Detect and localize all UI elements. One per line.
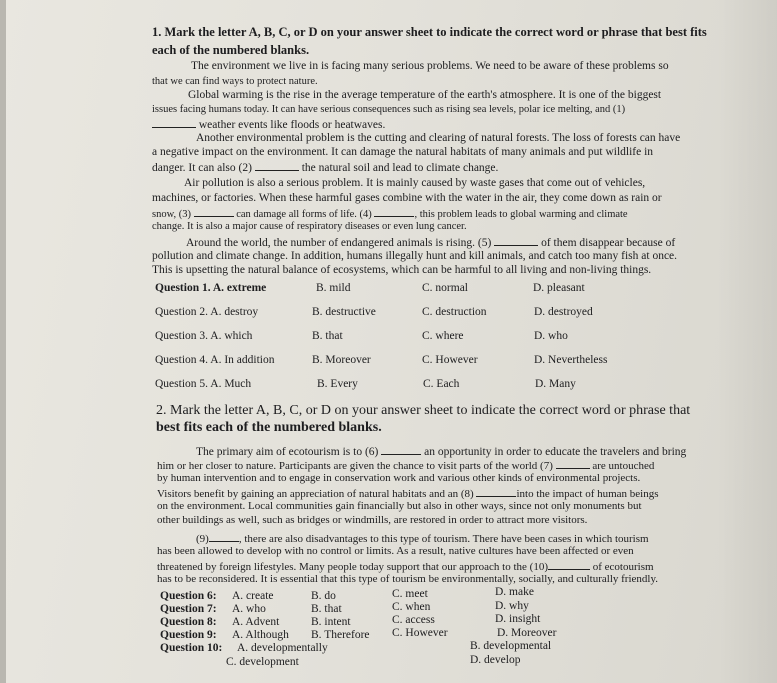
q5-option-b[interactable]: B. Every (317, 378, 358, 390)
s1-p1-line1: The environment we live in is facing many serious problems. We need to be aware of these problems so (191, 60, 669, 72)
s1-p4-line3-a: snow, (3) (152, 209, 191, 220)
q5-label: Question 5. A. Much (155, 378, 252, 390)
s1-p3-line1: Another environmental problem is the cutting and clearing of natural forests. The loss of forests can have (196, 132, 681, 144)
s2-p1-line2-b: are untouched (592, 460, 655, 472)
blank-1 (152, 117, 196, 128)
s1-p3-line3-b: the natural soil and lead to climate change. (301, 162, 499, 174)
q1-label: Question 1. A. extreme (155, 282, 267, 294)
s2-p2-line3-a: threatened by foreign lifestyles. Many people today support that our approach to the (10) (157, 561, 548, 573)
s1-p5-line1 (186, 235, 675, 250)
s1-p5-line3: This is upsetting the natural balance of ecosystems, which can be harmful to all living and non-living things. (152, 264, 652, 276)
section2-heading-line2: best fits each of the numbered blanks. (156, 420, 382, 435)
q9-option-d[interactable]: D. Moreover (497, 627, 557, 639)
section2-heading-line1: 2. Mark the letter A, B, C, or D on your answer sheet to indicate the correct word or phrase that (156, 403, 691, 418)
s2-p1-line1-a: The primary aim of ecotourism is to (6) (196, 446, 379, 458)
q3-option-c[interactable]: C. where (422, 330, 464, 342)
q4-option-c[interactable]: C. However (422, 354, 478, 366)
s2-p1-line2 (157, 458, 654, 473)
q4-label: Question 4. A. In addition (155, 354, 275, 366)
s2-p1-line4-b: into the impact of human beings (516, 488, 659, 500)
q3-label: Question 3. A. which (155, 330, 253, 342)
s2-p1-line2-a: him or her closer to nature. Participants are given the chance to visit parts of the world (7) (157, 460, 553, 472)
q9-label: Question 9: (160, 629, 217, 641)
q8-option-d[interactable]: D. insight (495, 613, 541, 625)
s2-p1-line5: on the environment. Local communities gain financially but also in other ways, since not only monuments but (157, 500, 642, 512)
s1-p2-line1: Global warming is the rise in the average temperature of the earth's atmosphere. It is one of the biggest (188, 89, 662, 101)
s2-p2-line3 (157, 559, 654, 574)
s1-p5-line2: pollution and climate change. In addition, humans illegally hunt and kill animals, and catch too many fish at once. (152, 250, 678, 262)
q6-option-d[interactable]: D. make (495, 586, 534, 598)
q9-option-a[interactable]: A. Although (232, 629, 289, 641)
q1-option-c[interactable]: C. normal (422, 282, 468, 294)
s1-p4-line1: Air pollution is also a serious problem. It is mainly caused by waste gases that come out of vehicles, (184, 177, 646, 189)
q6-label: Question 6: (160, 590, 217, 602)
q8-label: Question 8: (160, 616, 217, 628)
s1-p2-line2: issues facing humans today. It can have serious consequences such as rising sea levels, polar ice melting, and (1) (152, 104, 626, 115)
s1-p5-line1-b: of them disappear because of (541, 237, 676, 249)
q6-option-a[interactable]: A. create (232, 590, 274, 602)
blank-8 (476, 486, 516, 497)
s2-p2-line2: has been allowed to develop with no control or limits. As a result, native cultures have been affected or even (157, 545, 634, 557)
page-shadow (717, 0, 777, 683)
q10-option-d[interactable]: D. develop (470, 654, 521, 666)
q4-option-d[interactable]: D. Nevertheless (534, 354, 608, 366)
q9-option-c[interactable]: C. However (392, 627, 448, 639)
s2-p2-line4: has to be reconsidered. It is essential that this type of tourism be environmentally, socially, and culturally friendly. (157, 573, 658, 585)
s1-p4-line3 (152, 206, 628, 221)
q7-option-a[interactable]: A. who (232, 603, 266, 615)
section1-heading-line1: 1. Mark the letter A, B, C, or D on your answer sheet to indicate the correct word or phrase that best fits (152, 25, 707, 39)
s2-p2-line1-b: , there are also disadvantages to this type of tourism. There have been cases in which tourism (238, 533, 649, 545)
q8-option-b[interactable]: B. intent (311, 616, 351, 628)
q2-option-b[interactable]: B. destructive (312, 306, 376, 318)
s2-p2-line1-a: (9) (196, 533, 209, 545)
q10-option-b[interactable]: B. developmental (470, 640, 552, 652)
s2-p2-line3-b: of ecotourism (592, 561, 654, 573)
blank-4 (374, 206, 414, 217)
q3-option-d[interactable]: D. who (534, 330, 568, 342)
q7-option-b[interactable]: B. that (311, 603, 342, 615)
q2-option-d[interactable]: D. destroyed (534, 306, 593, 318)
q7-option-c[interactable]: C. when (392, 601, 431, 613)
q10-option-c[interactable]: C. development (226, 656, 299, 668)
s1-p3-line2: a negative impact on the environment. It can damage the natural habitats of many animals and put wildlife in (152, 146, 654, 158)
q3-option-b[interactable]: B. that (312, 330, 343, 342)
s2-p1-line6: other buildings as well, such as bridges or windmills, are restored in order to attract more visitors. (157, 514, 588, 526)
q6-option-b[interactable]: B. do (311, 590, 336, 602)
q7-label: Question 7: (160, 603, 217, 615)
page-edge (0, 0, 6, 683)
s1-p4-line2: machines, or factories. When these harmful gases combine with the water in the air, they come down as rain or (152, 192, 662, 204)
q7-option-d[interactable]: D. why (495, 600, 529, 612)
s1-p4-line4: change. It is also a major cause of respiratory diseases or even lung cancer. (152, 221, 467, 232)
q2-label: Question 2. A. destroy (155, 306, 259, 318)
s1-p5-line1-a: Around the world, the number of endangered animals is rising. (5) (186, 237, 492, 249)
s1-p2-line3 (152, 117, 385, 132)
q8-option-a[interactable]: A. Advent (232, 616, 280, 628)
s2-p1-line3: by human intervention and to engage in conservation work and various other kinds of environmental projects. (157, 472, 641, 484)
q9-option-b[interactable]: B. Therefore (311, 629, 370, 641)
s2-p2-line1 (196, 531, 649, 546)
blank-6 (381, 444, 421, 455)
blank-2 (255, 160, 299, 171)
q1-option-d[interactable]: D. pleasant (533, 282, 585, 294)
q5-option-c[interactable]: C. Each (423, 378, 460, 390)
blank-7 (556, 458, 590, 469)
s2-p1-line1 (196, 444, 686, 459)
q5-option-d[interactable]: D. Many (535, 378, 576, 390)
s1-p3-line3 (152, 160, 498, 175)
q8-option-c[interactable]: C. access (392, 614, 435, 626)
blank-5 (494, 235, 538, 246)
s1-p1-line2: that we can find ways to protect nature. (152, 76, 318, 87)
blank-9 (209, 531, 239, 542)
s1-p4-line3-c: , this problem leads to global warming and climate (414, 209, 628, 220)
q2-option-c[interactable]: C. destruction (422, 306, 487, 318)
s1-p4-line3-b: can damage all forms of life. (4) (236, 209, 372, 220)
blank-3 (194, 206, 234, 217)
section1-heading-line2: each of the numbered blanks. (152, 43, 310, 57)
s2-p1-line4 (157, 486, 659, 501)
s2-p1-line1-b: an opportunity in order to educate the travelers and bring (424, 446, 687, 458)
q1-option-b[interactable]: B. mild (316, 282, 351, 294)
q4-option-b[interactable]: B. Moreover (312, 354, 371, 366)
blank-10 (548, 559, 590, 570)
q10-option-a[interactable]: A. developmentally (237, 642, 328, 654)
s1-p3-line3-a: danger. It can also (2) (152, 162, 252, 174)
q10-label: Question 10: (160, 642, 223, 654)
s1-p2-line3-text: weather events like floods or heatwaves. (198, 119, 386, 131)
s2-p1-line4-a: Visitors benefit by gaining an appreciation of natural habitats and an (8) (157, 488, 474, 500)
q6-option-c[interactable]: C. meet (392, 588, 428, 600)
